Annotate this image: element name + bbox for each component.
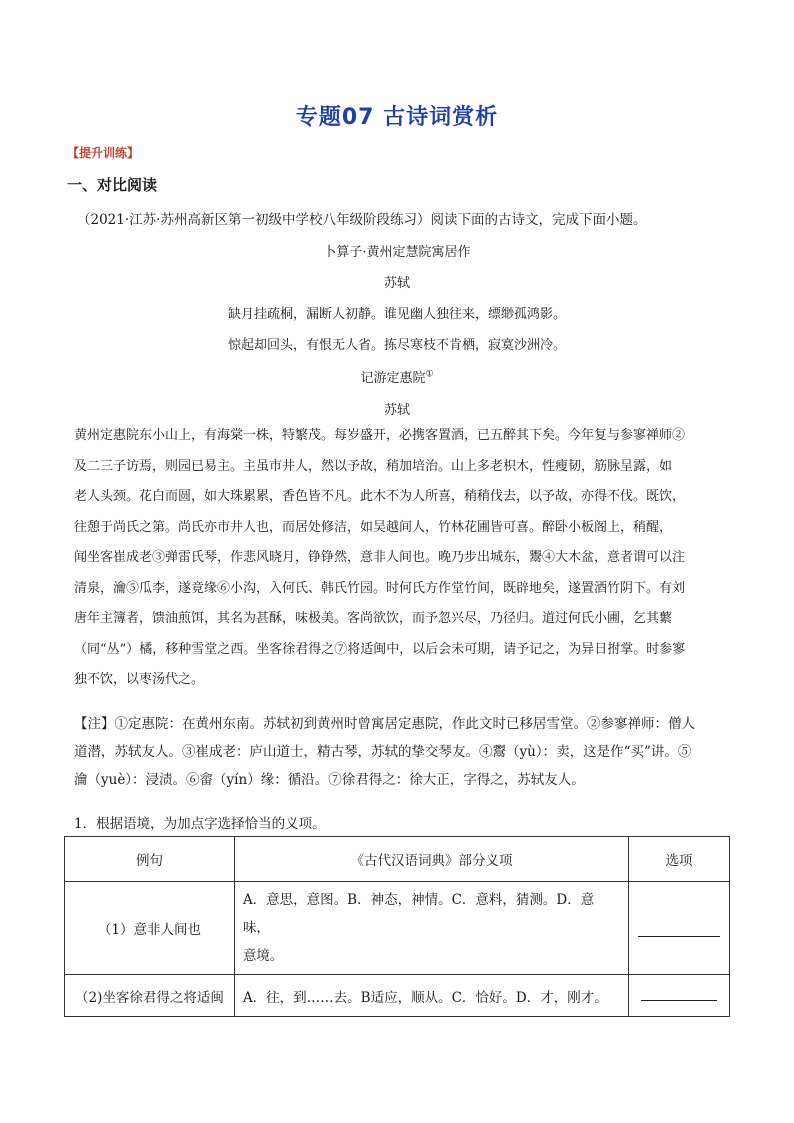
definitions-table	[64, 836, 730, 1017]
answer-blank[interactable]	[638, 922, 720, 937]
poem1-title: 卜算子·黄州定慧院寓居作	[323, 245, 471, 260]
definition-text: A．意思，意图。B．神态，神情。C．意料，猜测。D．意味，	[242, 892, 595, 936]
prose-line: 闻坐客崔成老③弹雷氏琴，作悲风晓月，铮铮然，意非人间也。晚乃步出城东，鬻④大木盆，意者谓可以注	[74, 550, 686, 565]
prose-line: 唐年主簿者，馈油煎饵，其名为甚酥，味极美。客尚欲饮，而予忽兴尽，乃径归。道过何氏小圃，乞其蘩	[74, 611, 673, 626]
prose-body	[74, 421, 724, 696]
prose-line: （同“丛”）橘，移种雪堂之西。坐客徐君得之⑦将适闽中，以后会未可期，请予记之，为异日拊掌。时参寥	[74, 641, 686, 657]
prose-line: 老人头颈。花白而圆，如大珠累累，香色皆不凡。此木不为人所喜，稍稍伐去，以予故，亦得不伐。既饮，	[74, 489, 686, 504]
prose-line: 往憩于尚氏之第。尚氏亦市井人也，而居处修洁，如吴越间人，竹林花圃皆可喜。醉卧小板阁上，稍醒，	[74, 519, 673, 535]
answer-cell[interactable]	[629, 975, 730, 1017]
poem2-author: 苏轼	[383, 403, 410, 418]
definition-text: 意境。	[242, 948, 284, 964]
poem2-title	[0, 367, 794, 386]
section-heading: 一、对比阅读	[67, 176, 158, 194]
prose-line: 及二三子访焉，则园已易主。主虽市井人，然以予故，稍加培治。山上多老枳木，性瘦韧，筋脉呈露，如	[74, 458, 673, 474]
prose-line: 黄州定惠院东小山上，有海棠一株，特繁茂。每岁盛开，必携客置酒，已五醉其下矣。今年复与参寥禅师②	[74, 428, 686, 443]
poem2-title-text: 记游定惠院	[360, 371, 426, 386]
definition-cell	[234, 975, 628, 1017]
answer-blank[interactable]	[641, 986, 717, 1001]
poem1-author: 苏轼	[383, 276, 410, 291]
notes-block	[74, 710, 724, 794]
poem1-line: 惊起却回头，有恨无人省。拣尽寒枝不肯栖，寂寞沙洲冷。	[227, 338, 566, 353]
question-1: 1．根据语境，为加点字选择恰当的义项。	[74, 816, 326, 832]
example-sentence: （2)坐客徐君得之将适闽	[65, 975, 235, 1017]
definition-cell	[234, 882, 628, 975]
header-example: 例句	[65, 837, 235, 882]
footnote-mark: ①	[425, 369, 434, 380]
prose-line: 清泉，瀹⑤瓜李，遂竟缘⑥小沟，入何氏、韩氏竹园。时何氏方作堂竹间，既辟地矣，遂置酒竹阴下。有刘	[74, 580, 686, 596]
page-title: 专题07 古诗词赏析	[295, 105, 499, 130]
table-row	[65, 882, 730, 975]
poem1-line: 缺月挂疏桐，漏断人初静。谁见幽人独往来，缥缈孤鸿影。	[227, 307, 566, 322]
prose-line: 独不饮，以枣汤代之。	[74, 672, 205, 687]
header-definitions: 《古代汉语词典》部分义项	[234, 837, 628, 882]
note-line: 道潜，苏轼友人。③崔成老：庐山道士，精古琴，苏轼的挚交琴友。④鬻（yù）：卖，这是作“买”讲。⑤	[74, 744, 692, 760]
note-line: 瀹（yuè）：浸渍。⑥畲（yín）缘：循沿。⑦徐君得之：徐大正，字得之，苏轼友人。	[74, 772, 585, 788]
header-option: 选项	[629, 837, 730, 882]
example-sentence: （1）意非人间也	[65, 882, 235, 975]
intro-text: （2021·江苏·苏州高新区第一初级中学校八年级阶段练习）阅读下面的古诗文，完成下面小题。	[77, 212, 647, 228]
training-tag: 【提升训练】	[67, 146, 140, 160]
note-line: 【注】①定惠院：在黄州东南。苏轼初到黄州时曾寓居定惠院，作此文时已移居雪堂。②参寥禅师：僧人	[74, 716, 695, 732]
definition-text: A．往，到……去。B适应，顺从。C．恰好。D．才，刚才。	[242, 989, 608, 1006]
answer-cell[interactable]	[629, 882, 730, 975]
table-header-row	[65, 837, 730, 882]
table-row	[65, 975, 730, 1017]
